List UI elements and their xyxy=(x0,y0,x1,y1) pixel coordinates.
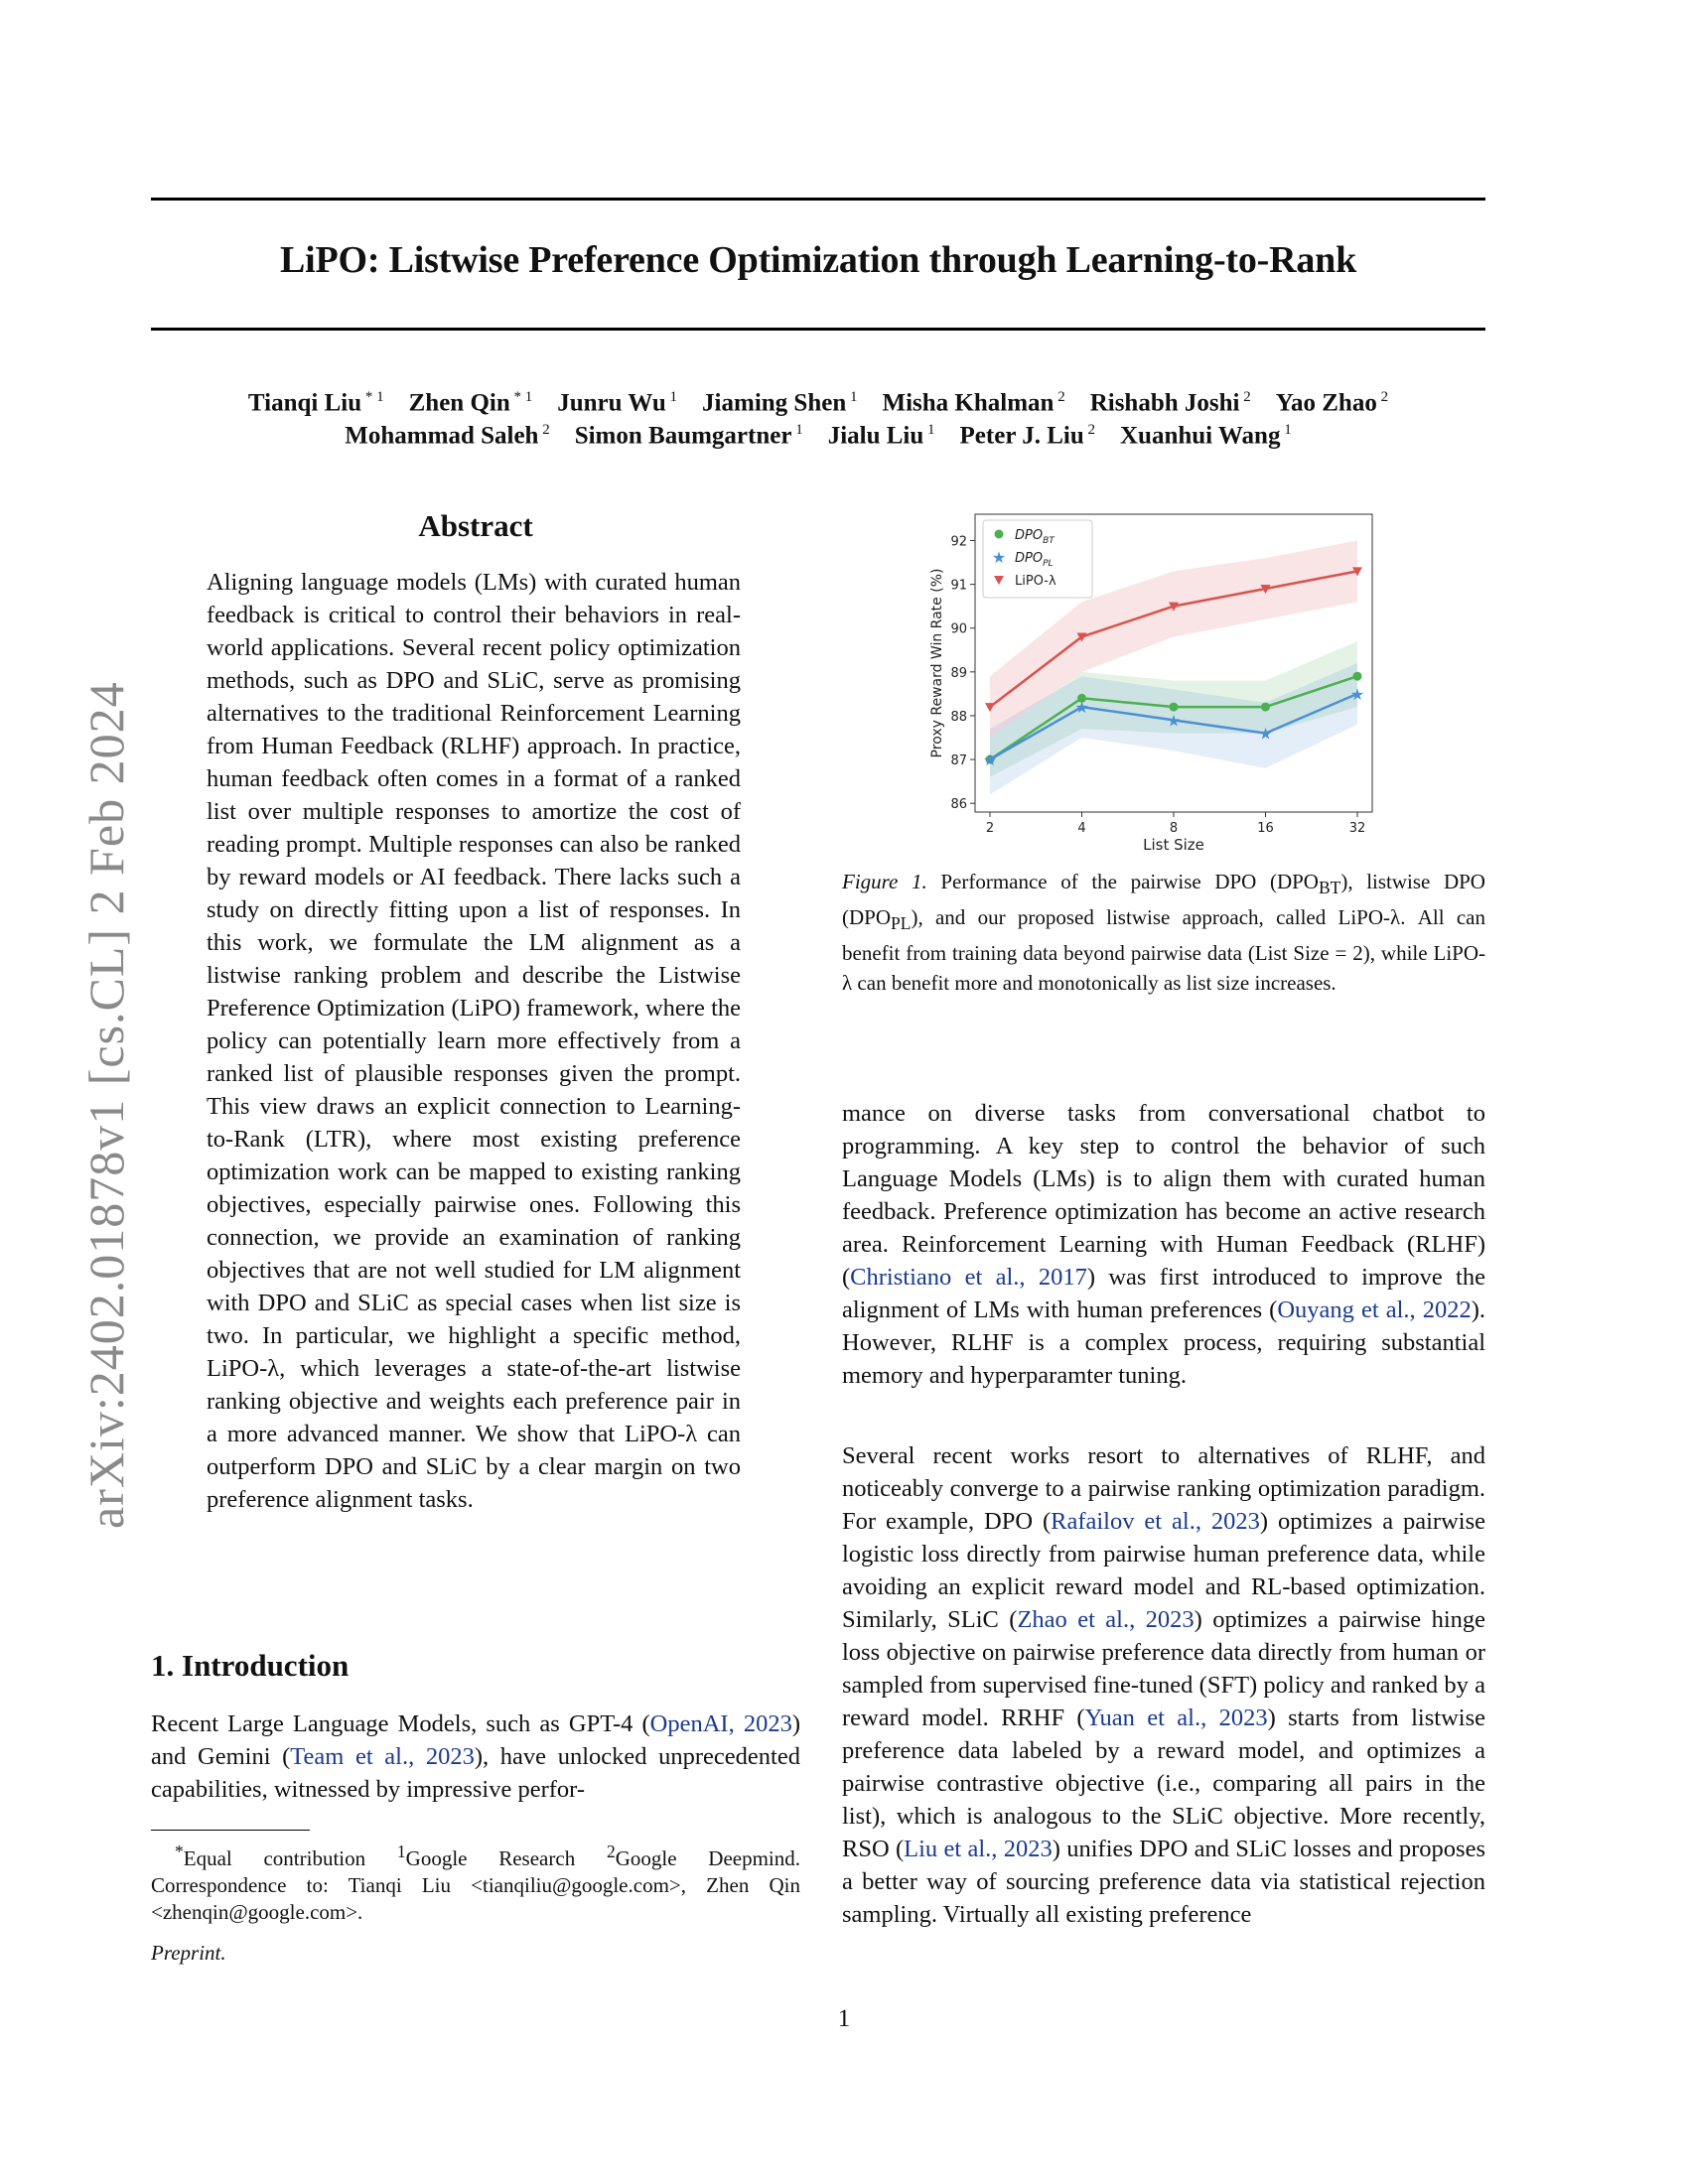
paper-title: LiPO: Listwise Preference Optimization through Learning-to-Rank xyxy=(279,239,1357,281)
author-name: Jialu Liu xyxy=(827,422,924,450)
author-affiliation: 2 xyxy=(538,422,550,438)
legend-marker: ★ xyxy=(991,548,1007,567)
footnote-text: Equal contribution xyxy=(183,1846,397,1870)
body-text: ). However, RLHF is a complex process, requiring substantial memory and hyperparamter tuning. xyxy=(842,1297,1485,1389)
legend-label-subscript: PL xyxy=(1043,559,1054,569)
author-affiliation: 1 xyxy=(1280,422,1292,438)
footnote-mark: 1 xyxy=(396,1842,406,1861)
data-point: ★ xyxy=(1074,698,1089,718)
author-affiliation: 2 xyxy=(1054,389,1065,405)
caption-text: Performance of the pairwise DPO (DPO xyxy=(940,870,1319,893)
body-text: ) unifies DPO and SLiC losses and proposes a better way of sourcing preference data via statistical rejection sampling. Virtually all existing preference xyxy=(842,1836,1485,1928)
figure-label: Figure 1. xyxy=(842,870,927,893)
data-point: ★ xyxy=(1349,684,1365,704)
citation-link[interactable]: Liu et al., 2023 xyxy=(904,1836,1053,1862)
citation-link[interactable]: Zhao et al., 2023 xyxy=(1017,1606,1195,1633)
data-point: ★ xyxy=(1258,724,1273,744)
data-point xyxy=(1261,703,1270,712)
y-axis-label: Proxy Reward Win Rate (%) xyxy=(929,568,945,758)
author-affiliation: 1 xyxy=(846,389,858,405)
footnote xyxy=(151,1839,800,1926)
body-text: mance on diverse tasks from conversational chatbot to programming. A key step to control the behavior of such Language Models (LMs) is to align them with curated human feedback. Preference optimization has become an active research area. Reinforcement Learning with Human Feedback (RLHF) ( xyxy=(842,1100,1485,1291)
citation-link[interactable]: Team et al., 2023 xyxy=(290,1743,475,1770)
legend-label: $DPO_{BT}$ xyxy=(1015,528,1055,546)
introduction-heading: 1. Introduction xyxy=(151,1648,350,1683)
x-axis-label: List Size xyxy=(1143,836,1204,854)
author-affiliation: 1 xyxy=(923,422,935,438)
intro-paragraph-right-1 xyxy=(842,1097,1485,1392)
preprint-note: Preprint. xyxy=(151,1941,226,1965)
intro-text: Recent Large Language Models, such as GPT-4 ( xyxy=(151,1710,650,1737)
citation-link[interactable]: Ouyang et al., 2022 xyxy=(1277,1297,1472,1323)
author-affiliation: 1 xyxy=(791,422,803,438)
data-point: ★ xyxy=(982,751,998,770)
authors-line-1 xyxy=(151,389,1485,417)
author-name: Mohammad Saleh xyxy=(345,422,539,450)
author-name: Jiaming Shen xyxy=(702,389,847,417)
footnote-mark: 2 xyxy=(606,1842,616,1861)
y-tick-label: 89 xyxy=(950,665,967,681)
author-name: Rishabh Joshi xyxy=(1089,389,1240,417)
citation-link[interactable]: Yuan et al., 2023 xyxy=(1084,1705,1268,1731)
author-name: Misha Khalman xyxy=(882,389,1055,417)
y-tick-label: 92 xyxy=(950,534,967,550)
legend-label: $DPO_{PL}$ xyxy=(1015,551,1054,569)
author-name: Tianqi Liu xyxy=(247,389,362,417)
author-name: Junru Wu xyxy=(557,389,666,417)
y-tick-label: 88 xyxy=(950,709,967,725)
citation-link[interactable]: OpenAI, 2023 xyxy=(649,1710,792,1737)
body-text: ) optimizes a pairwise hinge loss objective on pairwise preference data directly from human or sampled from supervised fine-tuned (SFT) policy and ranked by a reward model. RRHF ( xyxy=(842,1606,1485,1731)
x-tick-label: 16 xyxy=(1257,821,1274,836)
intro-text: ) and Gemini ( xyxy=(151,1710,800,1770)
title-rule-bottom xyxy=(151,328,1485,331)
caption-subscript: BT xyxy=(1318,878,1341,898)
data-point: ★ xyxy=(1166,711,1182,731)
author-name: Simon Baumgartner xyxy=(574,422,792,450)
y-tick-label: 87 xyxy=(950,753,967,769)
footnote-mark: * xyxy=(175,1842,184,1861)
caption-subscript: PL xyxy=(891,913,912,934)
author-name: Xuanhui Wang xyxy=(1120,422,1281,450)
caption-text: ), and our proposed listwise approach, called LiPO-λ. All can benefit from training data beyond pairwise data (List Size = 2), while LiPO-λ can benefit more and monotonically as list size increases. xyxy=(842,905,1485,996)
x-tick-label: 2 xyxy=(985,821,995,836)
figure-1-chart xyxy=(923,511,1400,859)
author-affiliation: 1 xyxy=(665,389,678,405)
caption-text: ), listwise DPO (DPO xyxy=(842,870,1485,930)
citation-link[interactable]: Christiano et al., 2017 xyxy=(850,1264,1087,1291)
citation-link[interactable]: Rafailov et al., 2023 xyxy=(1051,1508,1260,1535)
abstract-heading: Abstract xyxy=(418,508,533,543)
intro-paragraph-right-2 xyxy=(842,1439,1485,1931)
arxiv-side-stamp: arXiv:2402.01878v1 [cs.CL] 2 Feb 2024 xyxy=(78,681,134,1529)
footnote-rule xyxy=(151,1830,310,1831)
abstract-text: Aligning language models (LMs) with curated human feedback is critical to control their behaviors in real-world applications. Several recent policy optimization methods, such as DPO and SLiC, serve as promising alternatives to the traditional Reinforcement Learning from Human Feedback (RLHF) approach. In practice, human feedback often comes in a format of a ranked list over multiple responses to amortize the cost of reading prompt. Multiple responses can also be ranked by reward models or AI feedback. There lacks such a study on directly fitting upon a list of responses. In this work, we formulate the LM alignment as a listwise ranking problem and describe the Listwise Preference Optimization (LiPO) framework, where the policy can potentially learn more effectively from a ranked list of plausible responses given the prompt. This view draws an explicit connection to Learning-to-Rank (LTR), where most existing preference optimization work can be mapped to existing ranking objectives, especially pairwise ones. Following this connection, we provide an examination of ranking objectives that are not well studied for LM alignment with DPO and SLiC as special cases when list size is two. In particular, we highlight a specific method, LiPO-λ, which leverages a state-of-the-art listwise ranking objective and weights each preference pair in a more advanced manner. We show that LiPO-λ can outperform DPO and SLiC by a clear margin on two preference alignment tasks. xyxy=(207,569,741,1513)
intro-paragraph xyxy=(151,1707,800,1806)
author-name: Zhen Qin xyxy=(408,389,510,417)
author-name: Peter J. Liu xyxy=(959,422,1084,450)
body-text: ) optimizes a pairwise logistic loss directly from pairwise human preference data, while avoiding an explicit reward model and RL-based optimization. Similarly, SLiC ( xyxy=(842,1508,1485,1633)
legend-label: LiPO-λ xyxy=(1015,574,1056,589)
legend-label-subscript: BT xyxy=(1043,536,1055,546)
figure-1-caption xyxy=(842,867,1485,998)
data-point xyxy=(1170,703,1179,712)
footnote-text: Google Deepmind. Correspondence to: Tianqi Liu <tianqiliu@google.com>, Zhen Qin <zhenqin@google.com>. xyxy=(151,1846,801,1924)
x-tick-label: 4 xyxy=(1077,821,1086,836)
y-tick-label: 91 xyxy=(950,578,967,594)
author-name: Yao Zhao xyxy=(1275,389,1377,417)
y-tick-label: 90 xyxy=(950,621,967,637)
authors-line-2 xyxy=(151,422,1485,450)
body-text: ) starts from listwise preference data labeled by a reward model, and optimizes a pairwise contrastive objective (i.e., comparing all pairs in the list), which is analogous to the SLiC objective. More recently, RSO ( xyxy=(842,1705,1485,1862)
y-tick-label: 86 xyxy=(950,797,967,813)
page-number: 1 xyxy=(837,2005,851,2032)
footnote-text: Google Research xyxy=(405,1846,607,1870)
author-affiliation: 2 xyxy=(1239,389,1251,405)
body-text: ) was first introduced to improve the alignment of LMs with human preferences ( xyxy=(842,1264,1485,1323)
author-affiliation: * 1 xyxy=(509,389,533,405)
author-affiliation: 2 xyxy=(1376,389,1389,405)
data-point xyxy=(1353,672,1362,681)
intro-text: ), have unlocked unprecedented capabilities, witnessed by impressive perfor- xyxy=(151,1743,800,1803)
body-text: Several recent works resort to alternatives of RLHF, and noticeably converge to a pairwise ranking optimization paradigm. For example, DPO ( xyxy=(842,1442,1485,1535)
x-tick-label: 32 xyxy=(1348,821,1366,836)
author-affiliation: * 1 xyxy=(361,389,384,405)
legend-marker xyxy=(995,530,1004,539)
author-affiliation: 2 xyxy=(1083,422,1095,438)
title-rule-top xyxy=(151,198,1485,201)
x-tick-label: 8 xyxy=(1169,821,1179,836)
